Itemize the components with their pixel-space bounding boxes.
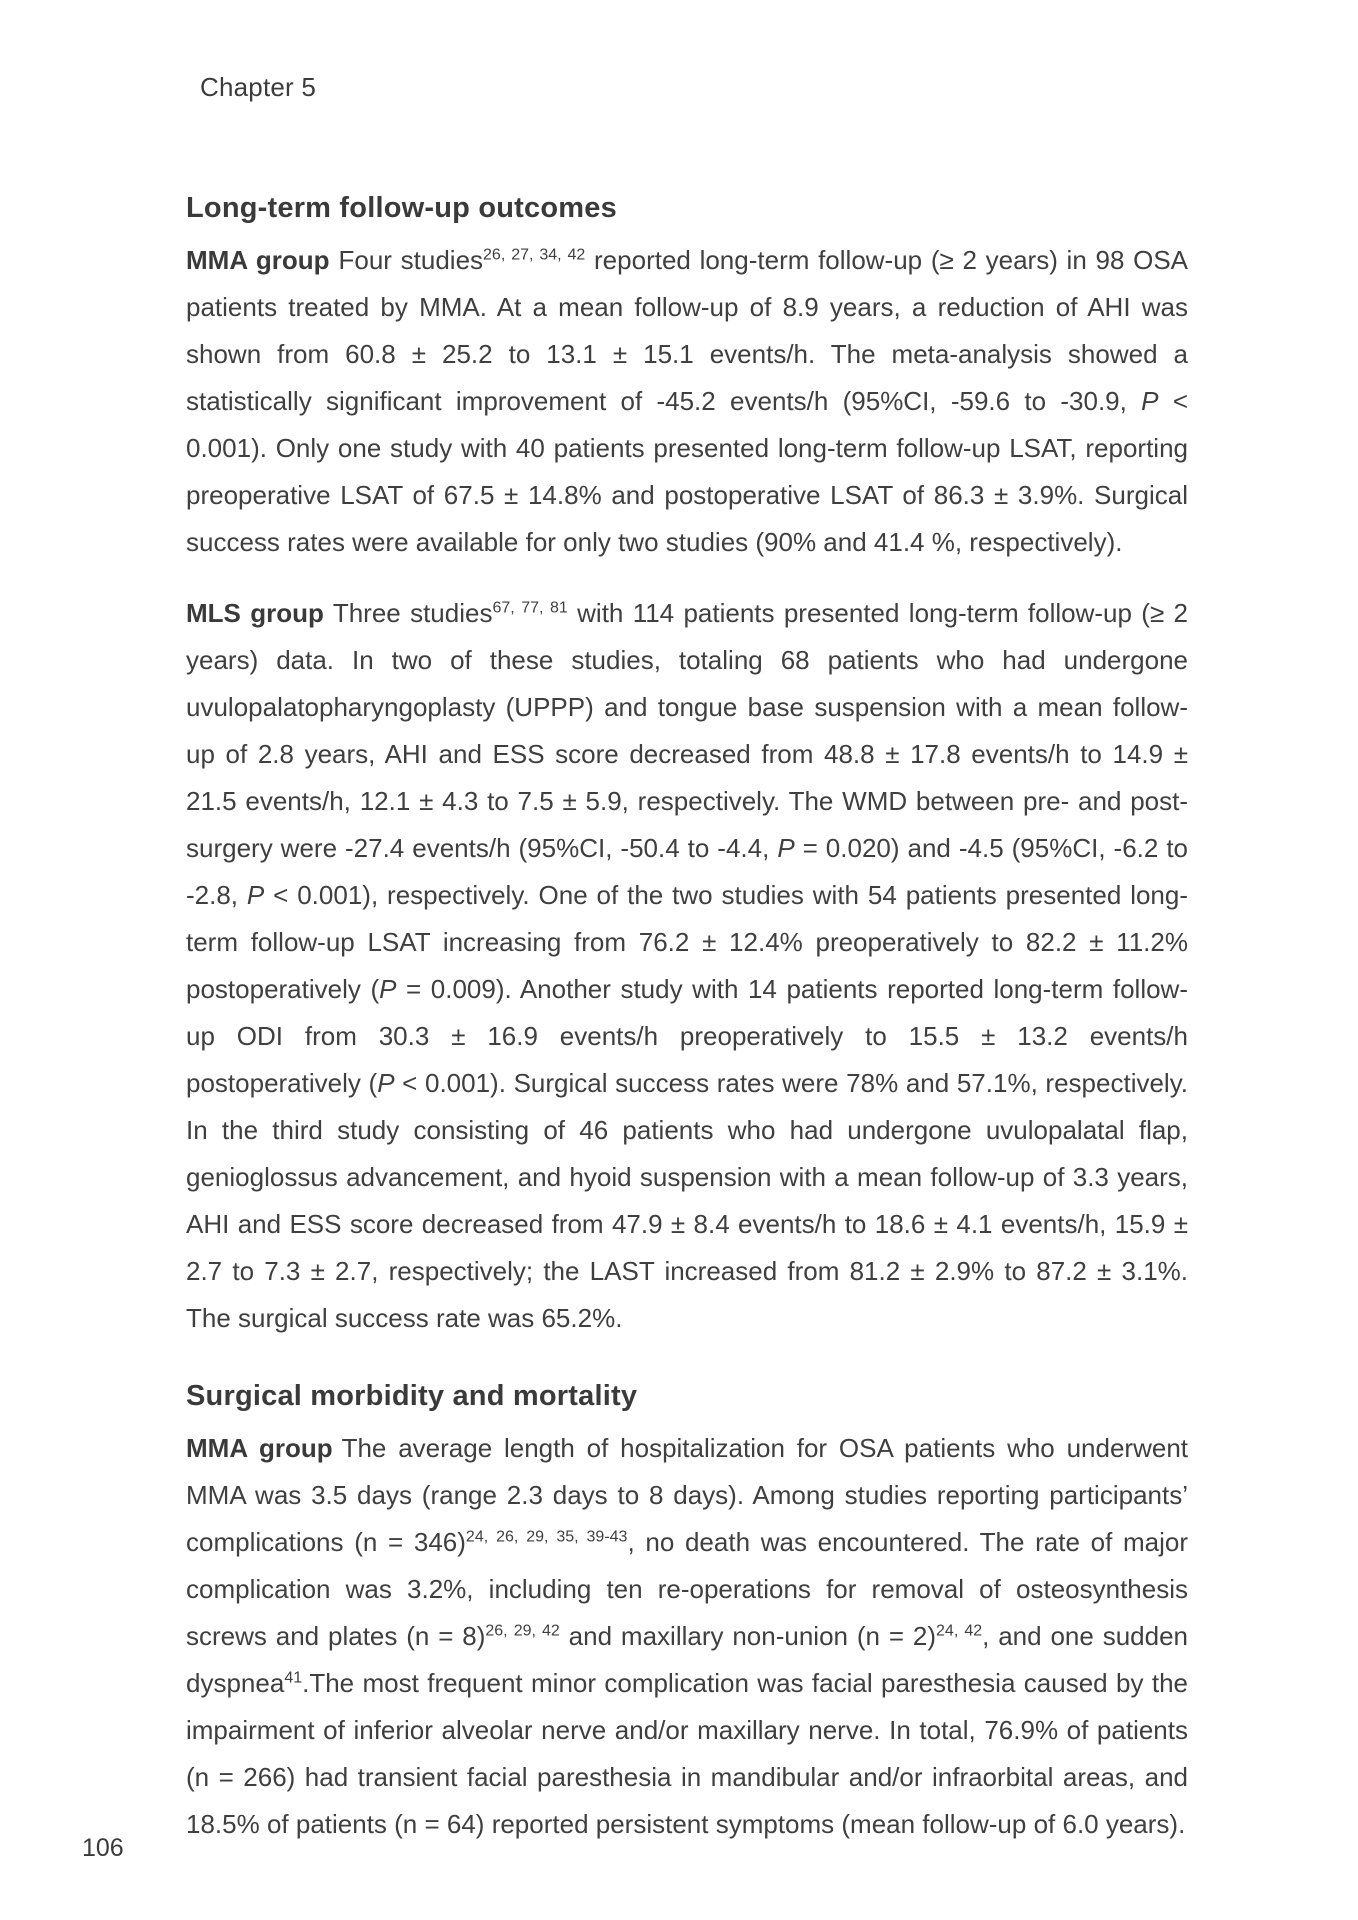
page-number: 106: [82, 1834, 124, 1862]
paragraph-mma-group-follow-up: MMA group Four studies$^{26, 27, 34, 42}$ reported long-term follow-up (≥ 2 years) in 98 OSA patients treated by MMA. At a mean follow-up of 8.9 years, a reduction of AHI was shown from 60.8 ± 25.2 to 13.1 ± 15.1 events/h. The meta-analysis showed a statistically significant improvement of -45.2 events/h (95%CI, -59.6 to -30.9, P < 0.001). Only one study with 40 patients presented long-term follow-up LSAT, reporting preoperative LSAT of 67.5 ± 14.8% and postoperative LSAT of 86.3 ± 3.9%. Surgical success rates were available for only two studies (90% and 41.4 %, respectively).: [186, 245, 1189, 557]
section-surgical-morbidity-mortality: [186, 1380, 1188, 1848]
paragraph-mma-group-morbidity: MMA group The average length of hospitalization for OSA patients who underwent MMA was 3.5 days (range 2.3 days to 8 days). Among studies reporting participants’ complications (n = 346)$^{24, 26, 29, 35, 39-43}$, no death was encountered. The rate of major complication was 3.2%, including ten re-operations for removal of osteosynthesis screws and plates (n = 8)$^{26, 29, 42}$ and maxillary non-union (n = 2)$^{24, 42}$, and one sudden dyspnea$^{41}$.The most frequent minor complication was facial paresthesia caused by the impairment of inferior alveolar nerve and/or maxillary nerve. In total, 76.9% of patients (n = 266) had transient facial paresthesia in mandibular and/or infraorbital areas, and 18.5% of patients (n = 64) reported persistent symptoms (mean follow-up of 6.0 years).: [186, 1433, 1189, 1839]
section-long-term-follow-up-outcomes: [186, 192, 1188, 1342]
section-heading-surgical-morbidity: Surgical morbidity and mortality: [186, 1380, 638, 1412]
section-heading-long-term-follow-up: Long-term follow-up outcomes: [186, 192, 617, 224]
content-column: [186, 192, 1188, 1848]
running-header: Chapter 5: [200, 72, 316, 102]
paragraph-mls-group-follow-up: MLS group Three studies$^{67, 77, 81}$ with 114 patients presented long-term follow-up (≥ 2 years) data. In two of these studies, totaling 68 patients who had undergone uvulopalatopharyngoplasty (UPPP) and tongue base suspension with a mean follow-up of 2.8 years, AHI and ESS score decreased from 48.8 ± 17.8 events/h to 14.9 ± 21.5 events/h, 12.1 ± 4.3 to 7.5 ± 5.9, respectively. The WMD between pre- and post-surgery were -27.4 events/h (95%CI, -50.4 to -4.4, P = 0.020) and -4.5 (95%CI, -6.2 to -2.8, P < 0.001), respectively. One of the two studies with 54 patients presented long-term follow-up LSAT increasing from 76.2 ± 12.4% preoperatively to 82.2 ± 11.2% postoperatively (P = 0.009). Another study with 14 patients reported long-term follow-up ODI from 30.3 ± 16.9 events/h preoperatively to 15.5 ± 13.2 events/h postoperatively (P < 0.001). Surgical success rates were 78% and 57.1%, respectively. In the third study consisting of 46 patients who had undergone uvulopalatal flap, genioglossus advancement, and hyoid suspension with a mean follow-up of 3.3 years, AHI and ESS score decreased from 47.9 ± 8.4 events/h to 18.6 ± 4.1 events/h, 15.9 ± 2.7 to 7.3 ± 2.7, respectively; the LAST increased from 81.2 ± 2.9% to 87.2 ± 3.1%. The surgical success rate was 65.2%.: [186, 598, 1189, 1333]
